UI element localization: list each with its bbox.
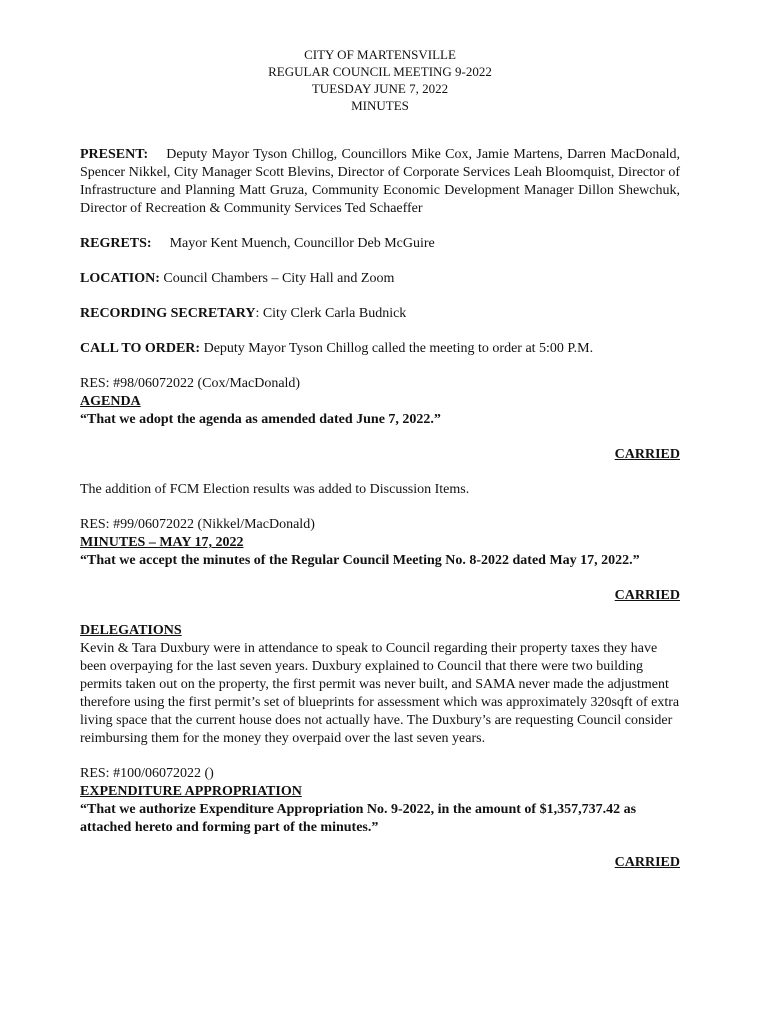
regrets-section (80, 235, 680, 253)
header-city: CITY OF MARTENSVILLE (304, 47, 456, 62)
call-to-order-section (80, 340, 680, 358)
call-to-order-text: Deputy Mayor Tyson Chillog called the meeting to order at 5:00 P.M. (203, 341, 594, 356)
secretary-section (80, 305, 680, 323)
resolution-number: RES: #99/06072022 (Nikkel/MacDonald) (80, 517, 315, 532)
resolution-motion: “That we authorize Expenditure Appropriation No. 9-2022, in the amount of $1,357,737.42 as attached hereto and forming part of the minutes.” (80, 802, 637, 835)
delegations-section (80, 622, 680, 748)
resolution-heading: MINUTES – MAY 17, 2022 (80, 535, 244, 550)
resolution-heading: AGENDA (80, 394, 141, 409)
header-meeting: REGULAR COUNCIL MEETING 9-2022 (268, 64, 492, 79)
location-text: Council Chambers – City Hall and Zoom (163, 271, 395, 286)
carried-label: CARRIED (614, 855, 680, 870)
delegations-text: Kevin & Tara Duxbury were in attendance to speak to Council regarding their property taxes they have been overpaying for the last seven years. Duxbury explained to Council that there were two building permits taken out on the property, the first permit was never built, and SAMA never made the adjustment therefore using the first permit’s set of blueprints for assessment which was approximately 320sqft of extra living space that the current house does not actually have. The Duxbury’s are requesting Council consider reimbursing them for the money they overpaid over the last seven years. (80, 641, 680, 746)
regrets-label: REGRETS: (80, 236, 152, 251)
resolution-heading: EXPENDITURE APPROPRIATION (80, 784, 302, 799)
header-date: TUESDAY JUNE 7, 2022 (311, 81, 449, 96)
resolution-motion: “That we accept the minutes of the Regular Council Meeting No. 8-2022 dated May 17, 2022.” (80, 553, 640, 568)
fcm-note: The addition of FCM Election results was added to Discussion Items. (80, 482, 470, 497)
delegations-heading: DELEGATIONS (80, 623, 182, 638)
present-text: Deputy Mayor Tyson Chillog, Councillors Mike Cox, Jamie Martens, Darren MacDonald, Spencer Nikkel, City Manager Scott Blevins, Director of Corporate Services Leah Bloomquist, Director of Infrastructure and Planning Matt Gruza, Community Economic Development Manager Dillon Shewchuk, Director of Recreation & Community Services Ted Schaeffer (80, 147, 680, 216)
resolution-98 (80, 375, 680, 429)
carried-label: CARRIED (614, 588, 680, 603)
resolution-99 (80, 516, 680, 570)
regrets-text: Mayor Kent Muench, Councillor Deb McGuire (169, 236, 435, 251)
carried-label: CARRIED (614, 447, 680, 462)
resolution-motion: “That we adopt the agenda as amended dated June 7, 2022.” (80, 412, 441, 427)
call-to-order-label: CALL TO ORDER: (80, 341, 201, 356)
location-label: LOCATION: (80, 271, 160, 286)
header-minutes: MINUTES (351, 98, 409, 113)
present-section (80, 146, 680, 218)
secretary-label: RECORDING SECRETARY (80, 306, 256, 321)
resolution-number: RES: #100/06072022 () (80, 766, 214, 781)
location-section (80, 270, 680, 288)
resolution-number: RES: #98/06072022 (Cox/MacDonald) (80, 376, 301, 391)
minutes-page (80, 46, 680, 889)
present-label: PRESENT: (80, 147, 149, 162)
resolution-100 (80, 765, 680, 837)
document-header (80, 46, 680, 114)
secretary-text: : City Clerk Carla Budnick (255, 306, 407, 321)
